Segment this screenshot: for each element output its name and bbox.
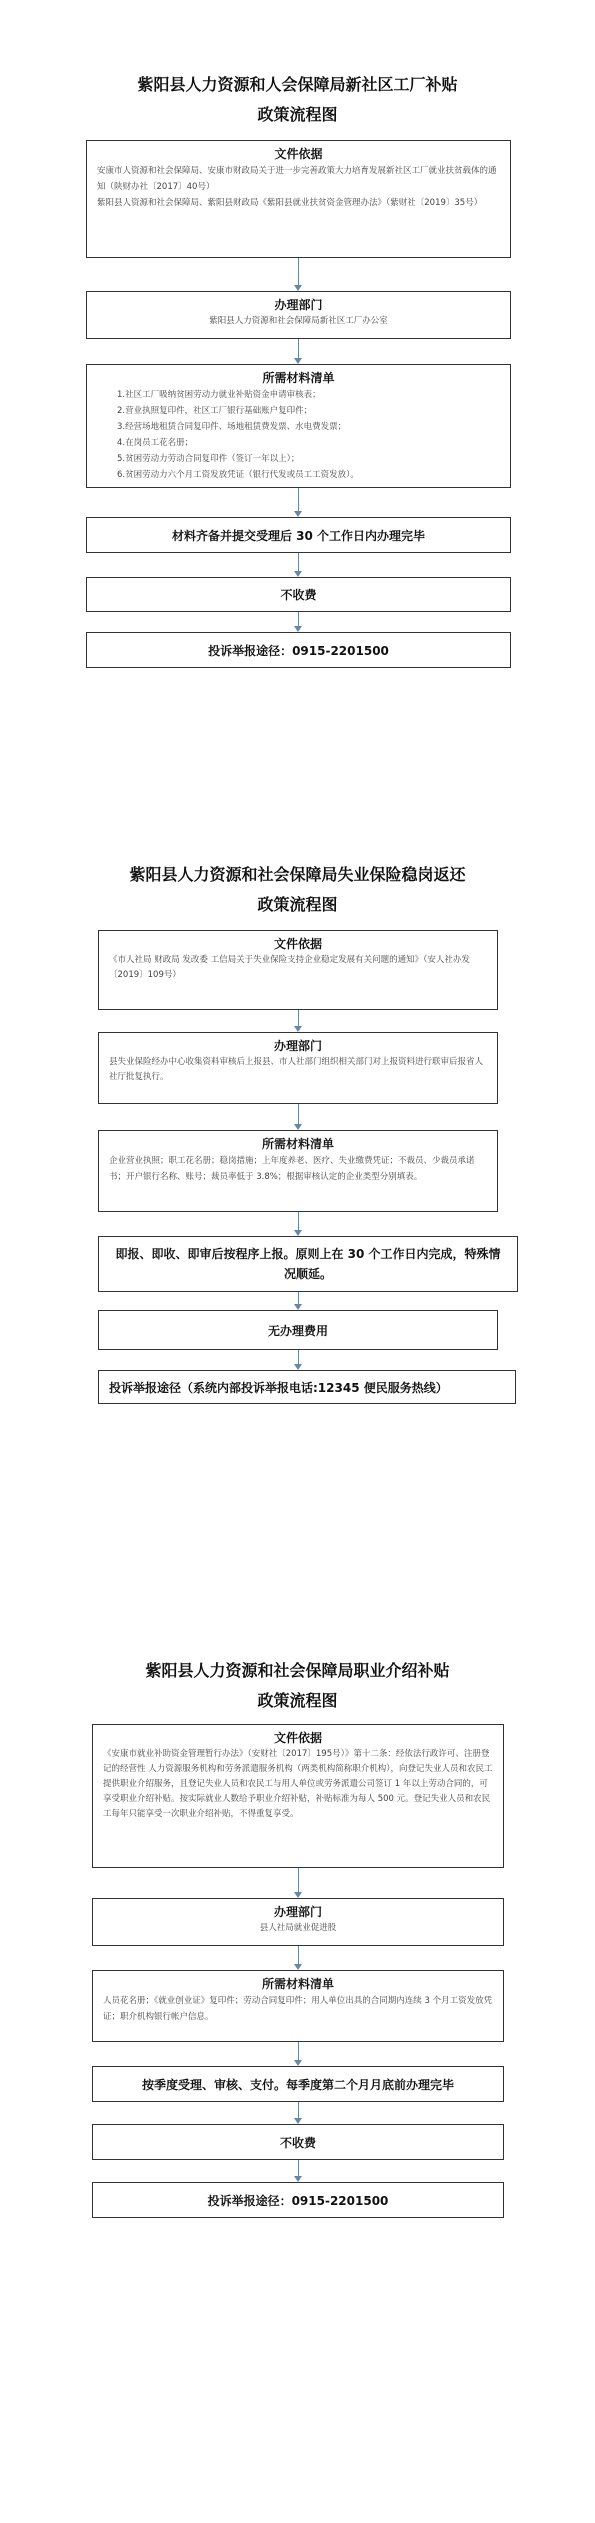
flow2-arrow-1 xyxy=(292,1010,304,1032)
flow1-step-fee: 不收费 xyxy=(86,577,511,612)
flow1-materials-heading: 所需材料清单 xyxy=(262,371,335,385)
flow2-title-line2: 政策流程图 xyxy=(257,895,338,914)
flow3-dept-box xyxy=(92,1898,504,1946)
flow2-basis-text: 《市人社局 财政局 发改委 工信局关于失业保险支持企业稳定发展有关问题的通知》（安人社办发〔2019〕109号） xyxy=(109,955,470,980)
flow3-basis-box xyxy=(92,1724,504,1868)
flow1-dept-heading: 办理部门 xyxy=(274,298,323,312)
flow1-materials-text: 1.社区工厂吸纳贫困劳动力就业补贴资金申请审核表； 2.营业执照复印件，社区工厂银行基础账户复印件； 3.经营场地租赁合同复印件、场地租赁费发票、水电费发票； 4.在岗员工花名册； 5.贫困劳动力劳动合同复印件（签订一年以上）； 6.贫困劳动力六个月工资发放凭证（银行代发或员工工资发放）。 xyxy=(117,390,359,480)
flow3-step-fee: 不收费 xyxy=(92,2124,504,2160)
flow3-title-line2: 政策流程图 xyxy=(257,1691,338,1710)
flow3-step-deadline: 按季度受理、审核、支付。每季度第二个月月底前办理完毕 xyxy=(92,2066,504,2102)
flow3-materials-box xyxy=(92,1970,504,2042)
flow3-materials-text: 人员花名册；《就业创业证》复印件；劳动合同复印件；用人单位出具的合同期内连续 3 个月工资发放凭证；职介机构银行帐户信息。 xyxy=(103,1996,493,2022)
flow3-title-line1: 紫阳县人力资源和社会保障局职业介绍补贴 xyxy=(145,1661,450,1680)
flow1-basis-text: 安康市人资源和社会保障局、安康市财政局关于进一步完善政策大力培育发展新社区工厂就业扶贫载体的通知（陕财办社〔2017〕40号） 紫阳县人资源和社会保障局、紫阳县财政局《紫阳县就业扶贫资金管理办法》（紫财社〔2019〕35号） xyxy=(97,166,497,208)
flow2-basis-heading: 文件依据 xyxy=(273,937,322,951)
flow2-title-line1: 紫阳县人力资源和社会保障局失业保险稳岗返还 xyxy=(129,865,466,884)
flow1-arrow-5 xyxy=(292,612,304,632)
flow2-step-deadline: 即报、即收、即审后按程序上报。原则上在 30 个工作日内完成，特殊情况顺延。 xyxy=(98,1236,518,1292)
flow3-arrow-3 xyxy=(292,2042,304,2066)
flow2-dept-text: 县失业保险经办中心收集资料审核后上报县、市人社部门组织相关部门对上报资料进行联审后报省人社厅批复执行。 xyxy=(109,1057,484,1082)
flow2-dept-box xyxy=(98,1032,498,1104)
flow1-dept-text: 紫阳县人力资源和社会保障局新社区工厂办公室 xyxy=(209,316,388,326)
flow1-arrow-3 xyxy=(292,488,304,517)
flow1-title-line1: 紫阳县人力资源和人会保障局新社区工厂补贴 xyxy=(137,75,458,94)
flow1-arrow-2 xyxy=(292,339,304,364)
flow2-materials-box xyxy=(98,1130,498,1212)
flow2-arrow-2 xyxy=(292,1104,304,1130)
flow2-arrow-3 xyxy=(292,1212,304,1236)
flow2-arrow-5 xyxy=(292,1350,304,1370)
flow1-title-line2: 政策流程图 xyxy=(257,105,338,124)
flow3-basis-heading: 文件依据 xyxy=(273,1731,322,1745)
flow1-arrow-1 xyxy=(292,258,304,291)
flow3-arrow-5 xyxy=(292,2160,304,2182)
flow2-arrow-4 xyxy=(292,1292,304,1310)
flow3-arrow-4 xyxy=(292,2102,304,2124)
flow3-arrow-2 xyxy=(292,1946,304,1970)
flow1-basis-heading: 文件依据 xyxy=(274,147,323,161)
flow2-materials-text: 企业营业执照；职工花名册；稳岗措施；上年度养老、医疗、失业缴费凭证；不裁员、少裁员承诺书；开户银行名称、账号；裁员率低于 3.8%；根据审核认定的企业类型分别填表。 xyxy=(109,1156,475,1182)
flow3-arrow-1 xyxy=(292,1868,304,1898)
flow3-step-complaint: 投诉举报途径：0915-2201500 xyxy=(92,2182,504,2218)
flow1-materials-box xyxy=(86,364,511,488)
flow3-basis-text: 《安康市就业补助资金管理暂行办法》（安财社〔2017〕195号）》第十二条：经依法行政许可、注册登记的经营性 人力资源服务机构和劳务派遣服务机构（两类机构简称职介机构），向登记失业人员和农民工提供职业介绍服务，且登记失业人员和农民工与用人单位或劳务派遣公司签订 1 年以上劳动合同的，可享受职业介绍补贴。按实际就业人数给予职业介绍补贴，补贴标准为每人 500 元。登记失业人员和农民工每年只能享受一次职业介绍补贴，不得重复享受。 xyxy=(103,1749,493,1819)
flow3-dept-heading: 办理部门 xyxy=(273,1905,322,1919)
flow2-materials-heading: 所需材料清单 xyxy=(261,1137,334,1151)
flow2-dept-heading: 办理部门 xyxy=(273,1039,322,1053)
flow1-step-complaint: 投诉举报途径：0915-2201500 xyxy=(86,632,511,668)
flow1-arrow-4 xyxy=(292,553,304,577)
flow2-step-complaint: 投诉举报途径（系统内部投诉举报电话:12345 便民服务热线） xyxy=(98,1370,516,1404)
flow1-basis-box xyxy=(86,140,511,258)
flow3-dept-text: 县人社局就业促进股 xyxy=(259,1923,337,1933)
flow2-step-fee: 无办理费用 xyxy=(98,1310,498,1350)
flow1-step-deadline: 材料齐备并提交受理后 30 个工作日内办理完毕 xyxy=(86,517,511,553)
flow1-dept-box xyxy=(86,291,511,339)
flow2-basis-box xyxy=(98,930,498,1010)
flow3-materials-heading: 所需材料清单 xyxy=(261,1977,334,1991)
